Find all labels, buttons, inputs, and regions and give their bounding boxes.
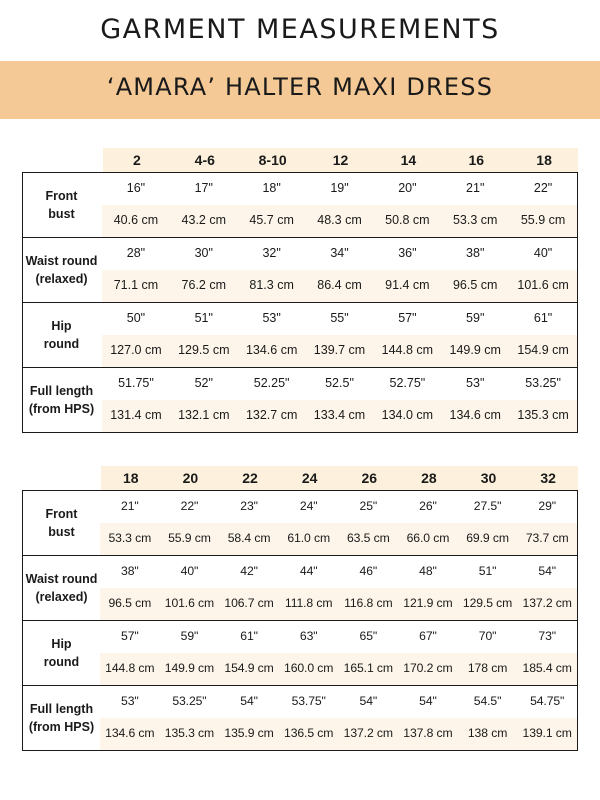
row-label [23, 686, 100, 750]
cm-value: 116.8 cm [344, 596, 393, 610]
table-row [23, 491, 577, 555]
inch-value: 27.5" [473, 499, 502, 513]
inch-value: 30" [194, 246, 213, 260]
cm-value: 139.1 cm [522, 726, 572, 740]
row-values [100, 556, 577, 620]
cm-value: 132.1 cm [178, 408, 230, 422]
inch-value: 52.25" [253, 376, 290, 390]
inch-value: 51.75" [118, 376, 154, 390]
inch-value: 67" [419, 629, 437, 643]
row-values [100, 621, 577, 685]
page-title: GARMENT MEASUREMENTS [100, 14, 500, 45]
cm-value: 138 cm [467, 726, 508, 740]
row-label-line: Hip [51, 319, 72, 333]
cm-value: 137.2 cm [522, 596, 572, 610]
cm-value: 91.4 cm [385, 278, 430, 292]
inch-value: 51" [478, 564, 497, 578]
cm-value: 66.0 cm [406, 531, 450, 545]
cm-value: 71.1 cm [113, 278, 159, 292]
inch-value: 16" [126, 181, 146, 195]
cm-value: 61.0 cm [287, 531, 331, 545]
row-label-line: Full length [29, 702, 94, 716]
size-header: 16 [468, 152, 485, 168]
size-header: 24 [301, 470, 318, 486]
cm-value: 69.9 cm [466, 531, 509, 545]
inches-line [102, 303, 577, 335]
inch-value: 24" [299, 499, 318, 513]
inch-value: 54.5" [473, 694, 502, 708]
inch-value: 20" [398, 181, 417, 195]
inch-value: 40" [180, 564, 199, 578]
inch-value: 53.75" [291, 694, 326, 708]
size-header-row [101, 466, 578, 490]
cm-value: 55.9 cm [520, 213, 566, 227]
cm-value: 106.7 cm [224, 596, 274, 610]
inches-line [100, 491, 577, 523]
size-header: 26 [361, 470, 378, 486]
inch-value: 32" [262, 246, 281, 260]
row-label-line: (from HPS) [28, 720, 95, 734]
inch-value: 34" [330, 246, 349, 260]
row-label-line: round [43, 337, 80, 351]
cm-value: 149.9 cm [164, 661, 215, 675]
cm-value: 40.6 cm [113, 213, 159, 227]
cm-value: 170.2 cm [403, 661, 453, 675]
row-label-line: Full length [29, 384, 94, 398]
row-label [23, 368, 100, 432]
cm-line [102, 400, 577, 432]
row-label [23, 173, 100, 237]
row-label-line: (from HPS) [28, 402, 95, 416]
cm-value: 137.8 cm [403, 726, 453, 740]
inch-value: 53.25" [172, 694, 207, 708]
table-body [22, 172, 578, 433]
cm-value: 63.5 cm [346, 531, 390, 545]
inch-value: 18" [262, 181, 281, 195]
inch-value: 57" [398, 311, 417, 325]
size-header: 18 [123, 470, 139, 486]
size-header: 32 [540, 470, 556, 486]
cm-value: 129.5 cm [178, 343, 230, 357]
size-header: 28 [421, 470, 437, 486]
table-row [23, 685, 577, 750]
cm-value: 136.5 cm [284, 726, 334, 740]
size-header: 8-10 [258, 152, 287, 168]
cm-line [100, 588, 577, 620]
inch-value: 53" [262, 311, 281, 325]
cm-line [102, 270, 577, 302]
cm-value: 135.9 cm [224, 726, 274, 740]
row-label-line: Hip [51, 637, 72, 651]
cm-value: 127.0 cm [110, 343, 162, 357]
cm-value: 43.2 cm [181, 213, 227, 227]
cm-value: 154.9 cm [517, 343, 569, 357]
cm-line [100, 718, 577, 750]
inch-value: 19" [330, 181, 349, 195]
row-label [23, 303, 100, 367]
cm-value: 45.7 cm [249, 213, 294, 227]
row-label-line: (relaxed) [35, 272, 88, 286]
inch-value: 53.25" [525, 376, 561, 390]
cm-value: 144.8 cm [381, 343, 434, 357]
cm-value: 50.8 cm [385, 213, 430, 227]
cm-value: 135.3 cm [517, 408, 569, 422]
inch-value: 46" [359, 564, 378, 578]
row-label-line: Front [45, 507, 78, 521]
inch-value: 59" [180, 629, 199, 643]
inch-value: 57" [121, 629, 139, 643]
inch-value: 65" [359, 629, 378, 643]
row-values [100, 686, 577, 750]
inch-value: 51" [194, 311, 213, 325]
inch-value: 61" [533, 311, 553, 325]
cm-value: 55.9 cm [168, 531, 211, 545]
cm-value: 137.2 cm [343, 726, 393, 740]
row-values [102, 238, 577, 302]
inch-value: 21" [466, 181, 485, 195]
cm-line [100, 653, 577, 685]
inch-value: 54" [240, 694, 258, 708]
row-label-line: Waist round [25, 254, 98, 268]
inch-value: 59" [466, 311, 485, 325]
cm-value: 160.0 cm [284, 661, 334, 675]
inch-value: 22" [180, 499, 199, 513]
table-body [22, 490, 578, 751]
size-header-row [103, 148, 578, 172]
inch-value: 42" [240, 564, 258, 578]
cm-line [102, 205, 577, 237]
inches-line [100, 686, 577, 718]
cm-value: 144.8 cm [105, 661, 155, 675]
inch-value: 21" [121, 499, 139, 513]
cm-value: 165.1 cm [343, 661, 393, 675]
size-header: 2 [133, 152, 141, 168]
cm-value: 134.6 cm [105, 726, 155, 740]
cm-value: 86.4 cm [317, 278, 362, 292]
inches-line [100, 556, 577, 588]
cm-value: 81.3 cm [249, 278, 294, 292]
size-header: 12 [332, 152, 349, 168]
cm-value: 185.4 cm [522, 661, 572, 675]
inch-value: 38" [121, 564, 139, 578]
cm-value: 111.8 cm [284, 596, 333, 610]
cm-value: 76.2 cm [181, 278, 227, 292]
size-header: 22 [242, 470, 258, 486]
inch-value: 25" [359, 499, 378, 513]
inch-value: 48" [419, 564, 437, 578]
inch-value: 44" [299, 564, 318, 578]
inch-value: 54" [359, 694, 378, 708]
cm-value: 178 cm [467, 661, 508, 675]
cm-value: 134.6 cm [449, 408, 501, 422]
inch-value: 36" [398, 246, 417, 260]
cm-value: 73.7 cm [525, 531, 569, 545]
size-header: 18 [536, 152, 552, 168]
row-label-line: round [43, 655, 80, 669]
inch-value: 50" [126, 311, 146, 325]
product-name: ‘AMARA’ HALTER MAXI DRESS [106, 73, 494, 101]
row-values [102, 368, 577, 432]
cm-value: 129.5 cm [462, 596, 513, 610]
inch-value: 23" [240, 499, 258, 513]
cm-value: 48.3 cm [317, 213, 362, 227]
cm-value: 154.9 cm [224, 661, 274, 675]
inch-value: 61" [240, 629, 258, 643]
inch-value: 54" [419, 694, 437, 708]
row-label-line: bust [48, 525, 75, 539]
row-label-line: bust [48, 207, 75, 221]
row-values [102, 303, 577, 367]
inch-value: 40" [533, 246, 553, 260]
table-row [23, 620, 577, 685]
row-label-line: Waist round [25, 572, 98, 586]
inch-value: 55" [330, 311, 349, 325]
inch-value: 29" [538, 499, 556, 513]
size-header: 20 [182, 470, 199, 486]
cm-value: 133.4 cm [313, 408, 366, 422]
cm-value: 101.6 cm [164, 596, 215, 610]
table-row [23, 555, 577, 620]
cm-value: 53.3 cm [108, 531, 152, 545]
cm-value: 121.9 cm [403, 596, 453, 610]
cm-value: 96.5 cm [108, 596, 152, 610]
inch-value: 52.75" [389, 376, 426, 390]
cm-value: 96.5 cm [452, 278, 498, 292]
cm-line [102, 335, 577, 367]
inch-value: 63" [299, 629, 318, 643]
inch-value: 54.75" [530, 694, 565, 708]
inch-value: 53" [466, 376, 485, 390]
row-label [23, 491, 100, 555]
table-row [23, 302, 577, 367]
table-row [23, 237, 577, 302]
row-label [23, 238, 100, 302]
table-row [23, 367, 577, 432]
row-values [102, 173, 577, 237]
cm-value: 139.7 cm [313, 343, 366, 357]
cm-value: 134.6 cm [245, 343, 298, 357]
inch-value: 26" [419, 499, 437, 513]
inch-value: 53" [121, 694, 139, 708]
inch-value: 54" [538, 564, 556, 578]
inch-value: 38" [466, 246, 485, 260]
cm-value: 53.3 cm [452, 213, 498, 227]
inch-value: 70" [478, 629, 497, 643]
inches-line [102, 368, 577, 400]
cm-value: 149.9 cm [449, 343, 501, 357]
inch-value: 22" [533, 181, 553, 195]
inches-line [100, 621, 577, 653]
cm-value: 135.3 cm [164, 726, 215, 740]
row-label [23, 556, 100, 620]
size-header: 4-6 [194, 152, 215, 168]
inches-line [102, 173, 577, 205]
row-label [23, 621, 100, 685]
size-header: 14 [400, 152, 417, 168]
cm-value: 132.7 cm [245, 408, 298, 422]
inch-value: 28" [126, 246, 146, 260]
cm-value: 58.4 cm [227, 531, 271, 545]
inches-line [102, 238, 577, 270]
cm-value: 101.6 cm [517, 278, 569, 292]
inch-value: 17" [194, 181, 213, 195]
row-values [100, 491, 577, 555]
cm-value: 134.0 cm [381, 408, 434, 422]
cm-line [100, 523, 577, 555]
size-header: 30 [480, 470, 497, 486]
inch-value: 73" [538, 629, 556, 643]
inch-value: 52.5" [325, 376, 354, 390]
cm-value: 131.4 cm [110, 408, 162, 422]
table-row [23, 173, 577, 237]
row-label-line: (relaxed) [35, 590, 88, 604]
inch-value: 52" [194, 376, 213, 390]
row-label-line: Front [45, 189, 78, 203]
